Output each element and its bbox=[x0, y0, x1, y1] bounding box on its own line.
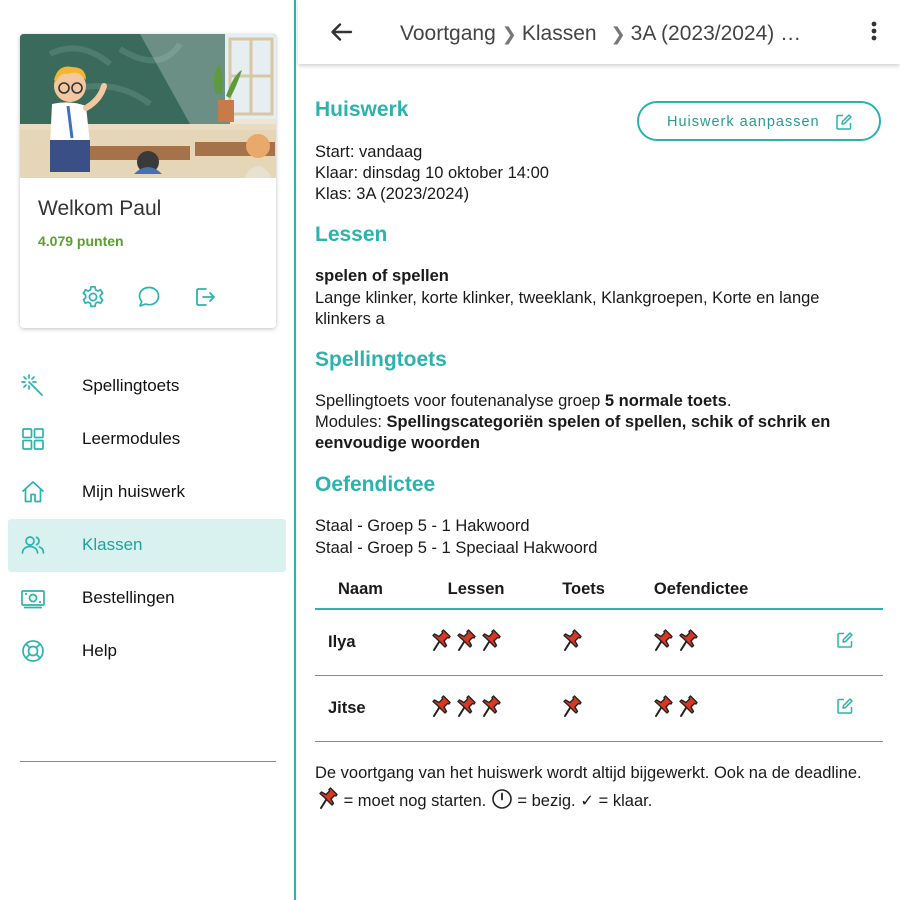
grid-icon bbox=[20, 426, 46, 452]
breadcrumb-class: 3A (2023/2024) … bbox=[630, 22, 802, 45]
homework-due: Klaar: dinsdag 10 oktober 14:00 bbox=[315, 164, 549, 182]
pin-icon bbox=[478, 694, 502, 718]
oefendictee-heading: Oefendictee bbox=[315, 473, 436, 496]
test-modules bbox=[315, 412, 855, 454]
lesson-name: spelen of spellen bbox=[315, 267, 449, 285]
back-arrow-icon[interactable] bbox=[328, 18, 356, 46]
pin-icon bbox=[559, 694, 583, 718]
progress-table bbox=[315, 571, 883, 742]
test-description bbox=[315, 391, 875, 412]
pin-icon bbox=[675, 628, 699, 652]
legend bbox=[315, 761, 875, 814]
sidebar-item-spellingtoets[interactable] bbox=[8, 360, 286, 413]
dictation-status bbox=[637, 609, 836, 675]
homework-heading: Huiswerk bbox=[315, 98, 409, 121]
test-pins bbox=[559, 694, 583, 718]
lifebuoy-icon bbox=[20, 638, 46, 664]
legend-text: De voortgang van het huiswerk wordt altijd bijgewerkt. Ook na de deadline. bbox=[315, 764, 862, 782]
table-body bbox=[315, 609, 883, 741]
modules-list: Spellingscategoriën spelen of spellen, schik of schrik en eenvoudige woorden bbox=[315, 413, 831, 452]
sidebar-item-label: Klassen bbox=[82, 535, 143, 554]
sidebar-item-label: Help bbox=[82, 641, 117, 660]
edit-icon[interactable] bbox=[836, 697, 854, 715]
breadcrumb bbox=[400, 22, 830, 46]
pin-icon bbox=[650, 628, 674, 652]
row-actions bbox=[836, 609, 883, 675]
edit-homework-button[interactable] bbox=[637, 101, 881, 141]
sidebar-item-label: Bestellingen bbox=[82, 588, 175, 607]
dictation-item: Staal - Groep 5 - 1 Hakwoord bbox=[315, 517, 530, 535]
homework-start: Start: vandaag bbox=[315, 143, 423, 161]
lesson-description: Lange klinker, korte klinker, tweeklank, Klankgroepen, Korte en lange klinkers a bbox=[315, 289, 820, 328]
dictation-pins bbox=[650, 694, 699, 718]
test-group: 5 normale toets bbox=[604, 392, 727, 410]
student-name: Jitse bbox=[315, 675, 420, 741]
breadcrumb-separator-icon: ❯ bbox=[610, 24, 626, 44]
pin-icon bbox=[428, 694, 452, 718]
sidebar-item-label: Spellingtoets bbox=[82, 376, 180, 395]
main-content bbox=[298, 64, 900, 900]
check-icon: ✓ bbox=[580, 792, 595, 810]
row-actions bbox=[836, 675, 883, 741]
welcome-title: Welkom Paul bbox=[38, 197, 162, 220]
points-label: 4.079 punten bbox=[38, 233, 124, 249]
card-actions bbox=[20, 284, 276, 312]
chat-icon[interactable] bbox=[136, 284, 162, 310]
test-pins bbox=[559, 628, 583, 652]
breadcrumb-separator-icon: ❯ bbox=[501, 24, 517, 44]
lessons-pins bbox=[428, 694, 502, 718]
test-desc-text: Spellingtoets voor foutenanalyse groep bbox=[315, 392, 605, 410]
top-bar bbox=[298, 0, 900, 64]
sidebar-divider bbox=[20, 761, 276, 762]
column-header: Lessen bbox=[420, 571, 548, 609]
edit-icon[interactable] bbox=[836, 631, 854, 649]
sidebar-item-label: Mijn huiswerk bbox=[82, 482, 185, 501]
money-icon bbox=[20, 585, 46, 611]
settings-icon[interactable] bbox=[80, 284, 106, 310]
dictation-item: Staal - Groep 5 - 1 Speciaal Hakwoord bbox=[315, 539, 598, 557]
pin-icon bbox=[453, 694, 477, 718]
lessons-status bbox=[420, 675, 548, 741]
logout-icon[interactable] bbox=[192, 284, 218, 310]
lessons-status bbox=[420, 609, 548, 675]
edit-homework-label: Huiswerk aanpassen bbox=[667, 114, 820, 130]
sidebar bbox=[0, 0, 296, 900]
dictation-pins bbox=[650, 628, 699, 652]
lessons-pins bbox=[428, 628, 502, 652]
table-row[interactable] bbox=[315, 609, 883, 675]
homework-class: Klas: 3A (2023/2024) bbox=[315, 185, 470, 203]
table-header-row bbox=[315, 571, 883, 609]
sidebar-item-klassen[interactable] bbox=[8, 519, 286, 572]
legend-clock-text: = bezig. bbox=[512, 792, 576, 810]
breadcrumb-klassen[interactable]: Klassen bbox=[521, 22, 597, 45]
classroom-illustration bbox=[20, 34, 276, 178]
sidebar-item-help[interactable] bbox=[8, 625, 286, 678]
welcome-card bbox=[20, 34, 276, 328]
users-icon bbox=[20, 532, 46, 558]
magic-wand-icon bbox=[20, 373, 46, 399]
spellingtoets-heading: Spellingtoets bbox=[315, 348, 447, 371]
pin-icon bbox=[428, 628, 452, 652]
legend-pin-text: = moet nog starten. bbox=[339, 792, 487, 810]
student-name: Ilya bbox=[315, 609, 420, 675]
home-icon bbox=[20, 479, 46, 505]
pin-icon bbox=[315, 786, 339, 810]
lessons-heading: Lessen bbox=[315, 223, 388, 246]
modules-label: Modules: bbox=[315, 413, 387, 431]
clock-icon bbox=[491, 788, 513, 810]
test-desc-end: . bbox=[726, 392, 732, 410]
test-status bbox=[547, 675, 637, 741]
test-status bbox=[547, 609, 637, 675]
edit-icon bbox=[835, 113, 853, 131]
pin-icon bbox=[478, 628, 502, 652]
breadcrumb-voortgang[interactable]: Voortgang bbox=[400, 22, 496, 45]
sidebar-nav bbox=[8, 360, 288, 678]
column-header: Oefendictee bbox=[637, 571, 836, 609]
sidebar-item-label: Leermodules bbox=[82, 429, 181, 448]
pin-icon bbox=[453, 628, 477, 652]
column-header: Naam bbox=[315, 571, 420, 609]
column-header-actions bbox=[836, 571, 883, 609]
pin-icon bbox=[650, 694, 674, 718]
pin-icon bbox=[675, 694, 699, 718]
column-header: Toets bbox=[547, 571, 637, 609]
table-row[interactable] bbox=[315, 675, 883, 741]
pin-icon bbox=[559, 628, 583, 652]
sidebar-item-mijn-huiswerk[interactable] bbox=[8, 466, 286, 519]
dictation-status bbox=[637, 675, 836, 741]
sidebar-item-leermodules[interactable] bbox=[8, 413, 286, 466]
more-vertical-icon[interactable] bbox=[864, 18, 884, 46]
legend-check-text: = klaar. bbox=[594, 792, 653, 810]
sidebar-item-bestellingen[interactable] bbox=[8, 572, 286, 625]
